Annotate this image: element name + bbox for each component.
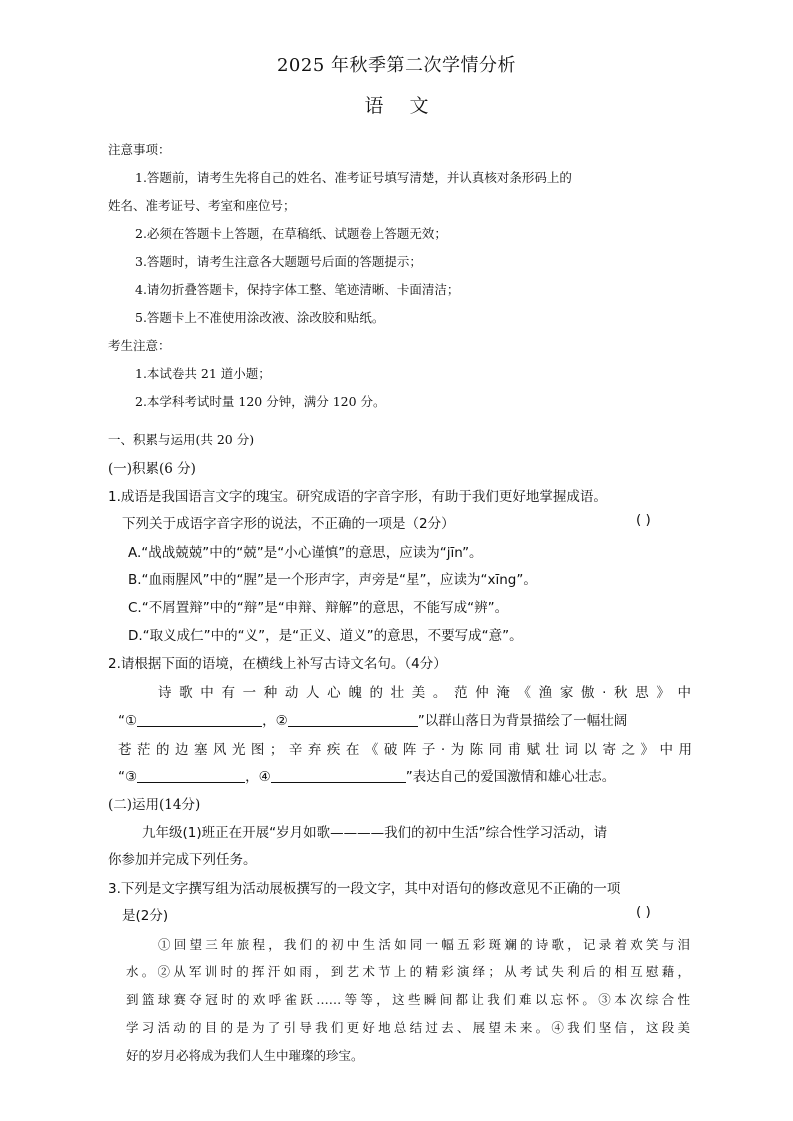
q3-passage-line-1: ①回望三年旅程，我们的初中生活如同一幅五彩斑斓的诗歌，记录着欢笑与泪 bbox=[158, 937, 690, 952]
q3-passage-line-5: 好的岁月必将成为我们人生中璀璨的珍宝。 bbox=[126, 1048, 364, 1063]
q2-passage-line-4 bbox=[118, 765, 615, 785]
exam-title: 2025 年秋季第二次学情分析 bbox=[276, 55, 517, 76]
section-heading: 一、积累与运用(共 20 分) bbox=[108, 432, 255, 447]
notice-item-4: 4.请勿折叠答题卡，保持字体工整、笔迹清晰、卡面清洁； bbox=[135, 282, 460, 297]
q1-answer-paren: ( ) bbox=[636, 512, 651, 528]
q3-answer-paren: ( ) bbox=[636, 904, 651, 920]
notice-item-1-line-2: 姓名、准考证号、考室和座位号； bbox=[108, 198, 296, 213]
q2-blank-1[interactable] bbox=[137, 713, 262, 727]
activity-intro-line-1: 九年级(1)班正在开展“岁月如歌————我们的初中生活”综合性学习活动，请 bbox=[142, 825, 608, 841]
q1-option-a: A.“战战兢兢”中的“兢”是“小心谨慎”的意思，应读为“jīn”。 bbox=[128, 545, 483, 561]
q2-stem: 2.请根据下面的语境，在横线上补写古诗文名句。（4分） bbox=[108, 656, 447, 672]
part1-heading: (一)积累(6 分) bbox=[108, 461, 196, 477]
q3-passage-line-2: 水。②从军训时的挥汗如雨，到艺术节上的精彩演绎；从考试失利后的相互慰藉， bbox=[126, 964, 690, 979]
q2-blank-3-prefix: “③ bbox=[118, 769, 138, 785]
q2-blank-2[interactable] bbox=[288, 713, 418, 727]
q2-blank-3[interactable] bbox=[137, 769, 245, 783]
q3-stem-line-1: 3.下列是文字撰写组为活动展板撰写的一段文字，其中对语句的修改意见不正确的一项 bbox=[108, 881, 621, 897]
q3-passage-line-4: 学习活动的目的是为了引导我们更好地总结过去、展望未来。④我们坚信，这段美 bbox=[126, 1020, 690, 1035]
q2-line-4-end: ”表达自己的爱国激情和雄心壮志。 bbox=[405, 769, 616, 785]
notice-item-5: 5.答题卡上不准使用涂改液、涂改胶和贴纸。 bbox=[135, 310, 385, 325]
candidate-notice-item-1: 1.本试卷共 21 道小题； bbox=[135, 366, 271, 381]
notice-item-2: 2.必须在答题卡上答题，在草稿纸、试题卷上答题无效； bbox=[135, 226, 447, 241]
q2-line-2-end: ”以群山落日为背景描绘了一幅壮阔 bbox=[417, 713, 628, 729]
q1-stem-line-2: 下列关于成语字音字形的说法，不正确的一项是（2分） bbox=[122, 516, 455, 532]
subject-title: 语 文 bbox=[364, 95, 439, 117]
q1-option-d: D.“取义成仁”中的“义”，是“正义、道义”的意思，不要写成“意”。 bbox=[128, 628, 523, 644]
q2-passage-line-2 bbox=[118, 709, 627, 729]
q2-passage-line-1: 诗歌中有一种动人心魄的壮美。范仲淹《渔家傲·秋思》中 bbox=[158, 685, 693, 701]
q2-blank-4-prefix: ，④ bbox=[245, 769, 271, 785]
q1-stem-line-1: 1.成语是我国语言文字的瑰宝。研究成语的字音字形，有助于我们更好地掌握成语。 bbox=[108, 489, 607, 505]
q2-blank-2-prefix: ，② bbox=[262, 713, 288, 729]
notice-heading: 注意事项： bbox=[108, 142, 171, 157]
q1-option-b: B.“血雨腥风”中的“腥”是一个形声字，声旁是“星”，应读为“xīng”。 bbox=[128, 572, 537, 588]
activity-intro-line-2: 你参加并完成下列任务。 bbox=[108, 852, 257, 868]
notice-item-3: 3.答题时，请考生注意各大题题号后面的答题提示； bbox=[135, 254, 422, 269]
q3-passage-line-3: 到篮球赛夺冠时的欢呼雀跃……等等，这些瞬间都让我们难以忘怀。③本次综合性 bbox=[126, 992, 690, 1007]
candidate-notice-heading: 考生注意： bbox=[108, 338, 171, 353]
q2-passage-line-3: 苍茫的边塞风光图；辛弃疾在《破阵子·为陈同甫赋壮词以寄之》中用 bbox=[118, 742, 693, 758]
q2-blank-4[interactable] bbox=[271, 769, 406, 783]
candidate-notice-item-2: 2.本学科考试时量 120 分钟，满分 120 分。 bbox=[135, 394, 386, 409]
q3-stem-line-2: 是(2分) bbox=[122, 908, 169, 924]
q2-blank-1-prefix: “① bbox=[118, 713, 138, 729]
part2-heading: (二)运用(14分) bbox=[108, 797, 201, 813]
notice-item-1-line-1: 1.答题前，请考生先将自己的姓名、准考证号填写清楚，并认真核对条形码上的 bbox=[135, 170, 572, 185]
q1-option-c: C.“不屑置辩”中的“辩”是“申辩、辩解”的意思，不能写成“辨”。 bbox=[128, 600, 509, 616]
